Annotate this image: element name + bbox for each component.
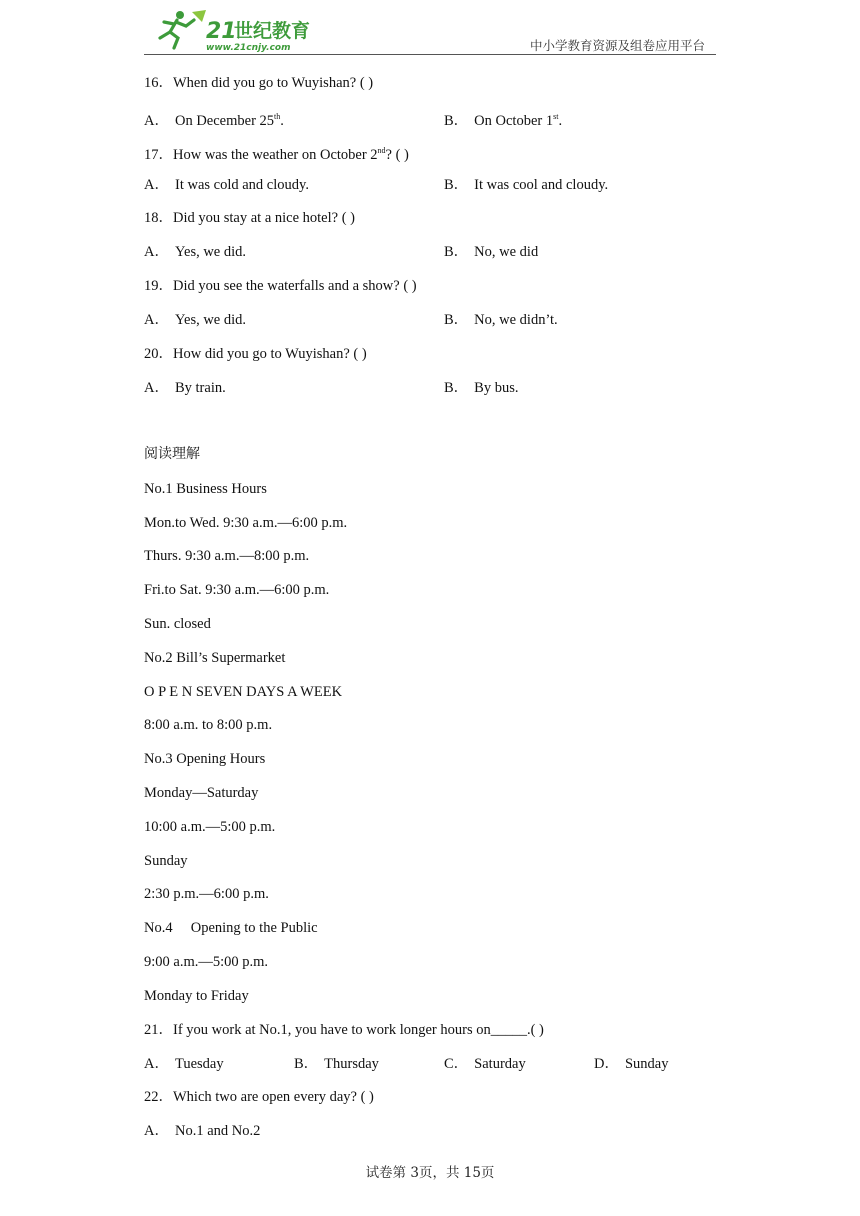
reading-line: Monday—Saturday [144,785,259,801]
reading-line: 2:30 p.m.—6:00 p.m. [144,886,269,902]
option-text: By bus. [474,380,519,396]
reading-line: Sunday [144,853,188,869]
reading-line: Thurs. 9:30 a.m.—8:00 p.m. [144,548,310,564]
option-key: B． [444,312,469,328]
reading-line: No.1 Business Hours [144,481,267,497]
q21-option-d [594,1055,668,1073]
reading-line: 8:00 a.m. to 8:00 p.m. [144,717,273,733]
q21-option-c [444,1055,526,1073]
reading-line: Fri.to Sat. 9:30 a.m.—6:00 p.m. [144,582,330,598]
option-text: It was cool and cloudy. [474,177,609,193]
option-text: No, we didn’t. [474,312,558,328]
option-text: Saturday [474,1056,526,1072]
option-key: A． [144,1123,169,1139]
option-key: A． [144,312,169,328]
reading-line: Sun. closed [144,616,211,632]
option-text-end: . [558,113,563,129]
option-key: A． [144,1056,169,1072]
question-18: 18．Did you stay at a nice hotel? ( ) [144,210,355,226]
option-key: B． [444,380,469,396]
q21-option-a [144,1055,224,1073]
option-key: B． [444,244,469,260]
reading-line: 10:00 a.m.—5:00 p.m. [144,819,276,835]
question-21: 21．If you work at No.1, you have to work longer hours on_____.( ) [144,1022,544,1038]
q20-option-b [444,379,519,397]
option-text: On December 25 [174,113,275,129]
reading-line: No.3 Opening Hours [144,751,266,767]
reading-line: No.4 Opening to the Public [144,920,318,936]
svg-text:世纪教育: 世纪教育 [234,20,311,42]
option-text: By train. [174,380,226,396]
q18-option-a [144,243,246,261]
option-key: C． [444,1056,469,1072]
option-key: D． [594,1056,619,1072]
q16-option-b [444,108,562,130]
q20-option-a [144,379,226,397]
q19-option-a [144,311,246,329]
q17-option-a [144,176,309,194]
superscript: th [274,112,281,121]
q22-option-a [144,1122,260,1140]
q21-option-b [294,1055,379,1073]
option-text-end: . [280,113,284,129]
superscript: nd [377,146,386,155]
q16-option-a [144,108,284,130]
question-text-end: ? ( ) [385,147,409,163]
option-key: B． [444,177,469,193]
question-20: 20．How did you go to Wuyishan? ( ) [144,346,367,362]
question-17 [144,142,409,164]
q18-option-b [444,243,538,261]
reading-line: 9:00 a.m.—5:00 p.m. [144,954,269,970]
option-text: Thursday [324,1056,379,1072]
option-text: No, we did [474,244,539,260]
reading-line: Monday to Friday [144,988,249,1004]
question-22: 22．Which two are open every day? ( ) [144,1089,374,1105]
header-divider [144,54,716,55]
q19-option-b [444,311,558,329]
option-text: On October 1 [474,113,554,129]
platform-name: 中小学教育资源及组卷应用平台 [529,38,705,53]
section-title: 阅读理解 [144,446,200,462]
question-text: 17．How was the weather on October 2 [144,147,378,163]
option-text: It was cold and cloudy. [174,177,309,193]
page-footer: 试卷第 3页，共 15页 [365,1165,495,1181]
reading-line: Mon.to Wed. 9:30 a.m.—6:00 p.m. [144,515,348,531]
option-key: B． [294,1056,319,1072]
option-text: Yes, we did. [174,312,247,328]
reading-line: O P E N SEVEN DAYS A WEEK [144,684,343,700]
question-16: 16．When did you go to Wuyishan? ( ) [144,75,374,91]
option-key: A． [144,380,169,396]
option-key: A． [144,177,169,193]
superscript: st [553,112,559,121]
option-text: Yes, we did. [174,244,247,260]
option-key: A． [144,113,169,129]
question-19: 19．Did you see the waterfalls and a show? ( ) [144,278,417,294]
option-text: Sunday [624,1056,669,1072]
reading-line: No.2 Bill’s Supermarket [144,650,286,666]
option-key: A． [144,244,169,260]
option-text: No.1 and No.2 [174,1123,261,1139]
option-text: Tuesday [174,1056,224,1072]
page-header [0,0,860,60]
option-key: B． [444,113,469,129]
svg-text:21: 21 [206,19,237,44]
svg-text:www.21cnjy.com: www.21cnjy.com [206,43,291,52]
q17-option-b [444,176,608,194]
brand-logo [150,8,320,52]
